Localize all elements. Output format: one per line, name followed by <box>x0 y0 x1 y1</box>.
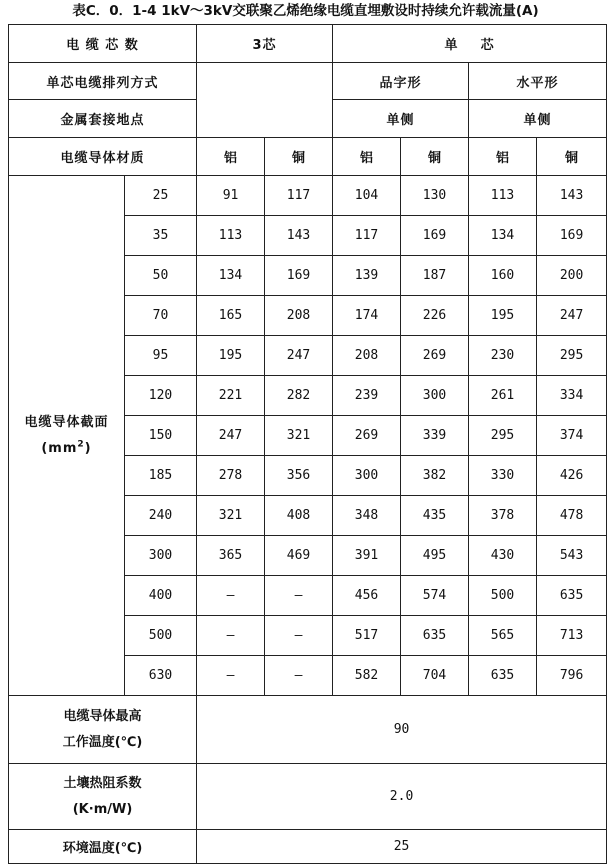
ambient-value: 25 <box>197 830 607 864</box>
flat-header: 水平形 <box>469 63 607 100</box>
ampacity-cell: 269 <box>401 336 469 376</box>
trefoil-sheath: 单侧 <box>333 100 469 138</box>
ampacity-cell: 143 <box>537 176 607 216</box>
ampacity-cell: 713 <box>537 616 607 656</box>
ampacity-cell: 139 <box>333 256 401 296</box>
ampacity-cell: 208 <box>265 296 333 336</box>
ampacity-cell: 704 <box>401 656 469 696</box>
ampacity-cell: 565 <box>469 616 537 656</box>
section-value: 35 <box>125 216 197 256</box>
ampacity-cell: 113 <box>469 176 537 216</box>
ampacity-cell: 635 <box>401 616 469 656</box>
ampacity-cell: 239 <box>333 376 401 416</box>
ampacity-cell: 195 <box>469 296 537 336</box>
ampacity-cell: — <box>197 576 265 616</box>
ampacity-cell: 278 <box>197 456 265 496</box>
soil-value: 2.0 <box>197 764 607 830</box>
max-temp-row <box>9 696 607 764</box>
ampacity-cell: 247 <box>265 336 333 376</box>
ampacity-cell: 195 <box>197 336 265 376</box>
section-value: 150 <box>125 416 197 456</box>
section-value: 400 <box>125 576 197 616</box>
ampacity-cell: 208 <box>333 336 401 376</box>
ampacity-cell: 543 <box>537 536 607 576</box>
core-count-label: 电 缆 芯 数 <box>9 25 197 63</box>
ampacity-cell: — <box>265 656 333 696</box>
ampacity-cell: 456 <box>333 576 401 616</box>
section-value: 300 <box>125 536 197 576</box>
ampacity-cell: 226 <box>401 296 469 336</box>
ampacity-cell: 391 <box>333 536 401 576</box>
ampacity-cell: 469 <box>265 536 333 576</box>
ampacity-cell: — <box>197 616 265 656</box>
ampacity-cell: — <box>265 576 333 616</box>
table-row <box>9 176 607 216</box>
ampacity-cell: 330 <box>469 456 537 496</box>
material-al: 铝 <box>197 138 265 176</box>
ambient-label: 环境温度(℃) <box>9 830 197 864</box>
material-cu: 铜 <box>265 138 333 176</box>
ampacity-cell: 500 <box>469 576 537 616</box>
ampacity-cell: 408 <box>265 496 333 536</box>
section-value: 500 <box>125 616 197 656</box>
ampacity-cell: 435 <box>401 496 469 536</box>
ampacity-cell: 169 <box>537 216 607 256</box>
section-value: 95 <box>125 336 197 376</box>
ampacity-cell: 269 <box>333 416 401 456</box>
arrangement-label: 单芯电缆排列方式 <box>9 63 197 100</box>
ampacity-cell: 574 <box>401 576 469 616</box>
ampacity-cell: 430 <box>469 536 537 576</box>
ampacity-cell: 378 <box>469 496 537 536</box>
ampacity-cell: 295 <box>537 336 607 376</box>
ampacity-cell: 348 <box>333 496 401 536</box>
core-count-row <box>9 25 607 63</box>
ampacity-cell: 117 <box>265 176 333 216</box>
ampacity-cell: 160 <box>469 256 537 296</box>
three-core-blank <box>197 63 333 138</box>
ambient-temp-row <box>9 830 607 864</box>
flat-sheath: 单侧 <box>469 100 607 138</box>
ampacity-cell: 230 <box>469 336 537 376</box>
three-core-header: 3芯 <box>197 25 333 63</box>
ampacity-cell: 635 <box>537 576 607 616</box>
trefoil-header: 品字形 <box>333 63 469 100</box>
ampacity-cell: 200 <box>537 256 607 296</box>
ampacity-cell: 282 <box>265 376 333 416</box>
ampacity-cell: 334 <box>537 376 607 416</box>
section-label-sup: 2 <box>77 439 85 450</box>
max-temp-label <box>9 696 197 764</box>
max-temp-line1: 电缆导体最高 <box>63 708 142 724</box>
ampacity-cell: 321 <box>197 496 265 536</box>
soil-line2: (K·m/W) <box>72 801 133 817</box>
section-value: 120 <box>125 376 197 416</box>
ampacity-cell: 134 <box>469 216 537 256</box>
ampacity-cell: 169 <box>401 216 469 256</box>
ampacity-cell: 582 <box>333 656 401 696</box>
section-label <box>9 176 125 696</box>
ampacity-table <box>8 24 607 864</box>
ampacity-cell: 247 <box>537 296 607 336</box>
material-label: 电缆导体材质 <box>9 138 197 176</box>
table-title: 表C．0．1-4 1kV～3kV交联聚乙烯绝缘电缆直埋敷设时持续允许载流量(A) <box>72 3 539 19</box>
ampacity-cell: 796 <box>537 656 607 696</box>
ampacity-cell: 174 <box>333 296 401 336</box>
ampacity-cell: 104 <box>333 176 401 216</box>
ampacity-cell: 635 <box>469 656 537 696</box>
material-al: 铝 <box>469 138 537 176</box>
arrangement-row <box>9 63 607 100</box>
ampacity-cell: 517 <box>333 616 401 656</box>
ampacity-cell: 143 <box>265 216 333 256</box>
section-value: 240 <box>125 496 197 536</box>
section-value: 630 <box>125 656 197 696</box>
ampacity-cell: 300 <box>401 376 469 416</box>
ampacity-cell: 321 <box>265 416 333 456</box>
section-value: 25 <box>125 176 197 216</box>
soil-label <box>9 764 197 830</box>
section-value: 70 <box>125 296 197 336</box>
ampacity-cell: 300 <box>333 456 401 496</box>
ampacity-cell: 374 <box>537 416 607 456</box>
section-label-line1: 电缆导体截面 <box>24 414 109 430</box>
max-temp-value: 90 <box>197 696 607 764</box>
ampacity-cell: 169 <box>265 256 333 296</box>
sheath-label: 金属套接地点 <box>9 100 197 138</box>
ampacity-cell: 426 <box>537 456 607 496</box>
ampacity-cell: 187 <box>401 256 469 296</box>
section-value: 50 <box>125 256 197 296</box>
section-label-unit: (mm <box>41 440 78 456</box>
ampacity-cell: 247 <box>197 416 265 456</box>
ampacity-cell: 365 <box>197 536 265 576</box>
ampacity-cell: 261 <box>469 376 537 416</box>
ampacity-cell: 478 <box>537 496 607 536</box>
single-core-header: 单 芯 <box>333 25 607 63</box>
ampacity-cell: 221 <box>197 376 265 416</box>
ampacity-cell: 91 <box>197 176 265 216</box>
ampacity-cell: 356 <box>265 456 333 496</box>
ampacity-cell: 495 <box>401 536 469 576</box>
ampacity-cell: 130 <box>401 176 469 216</box>
material-row <box>9 138 607 176</box>
material-cu: 铜 <box>537 138 607 176</box>
ampacity-cell: 134 <box>197 256 265 296</box>
ampacity-cell: 165 <box>197 296 265 336</box>
section-label-end: ) <box>84 440 92 456</box>
soil-resistivity-row <box>9 764 607 830</box>
material-cu: 铜 <box>401 138 469 176</box>
max-temp-line2: 工作温度(℃) <box>62 734 143 750</box>
ampacity-cell: 339 <box>401 416 469 456</box>
ampacity-cell: — <box>265 616 333 656</box>
section-value: 185 <box>125 456 197 496</box>
ampacity-cell: 382 <box>401 456 469 496</box>
soil-line1: 土壤热阻系数 <box>63 775 142 791</box>
ampacity-cell: 295 <box>469 416 537 456</box>
material-al: 铝 <box>333 138 401 176</box>
ampacity-cell: — <box>197 656 265 696</box>
ampacity-cell: 113 <box>197 216 265 256</box>
ampacity-cell: 117 <box>333 216 401 256</box>
